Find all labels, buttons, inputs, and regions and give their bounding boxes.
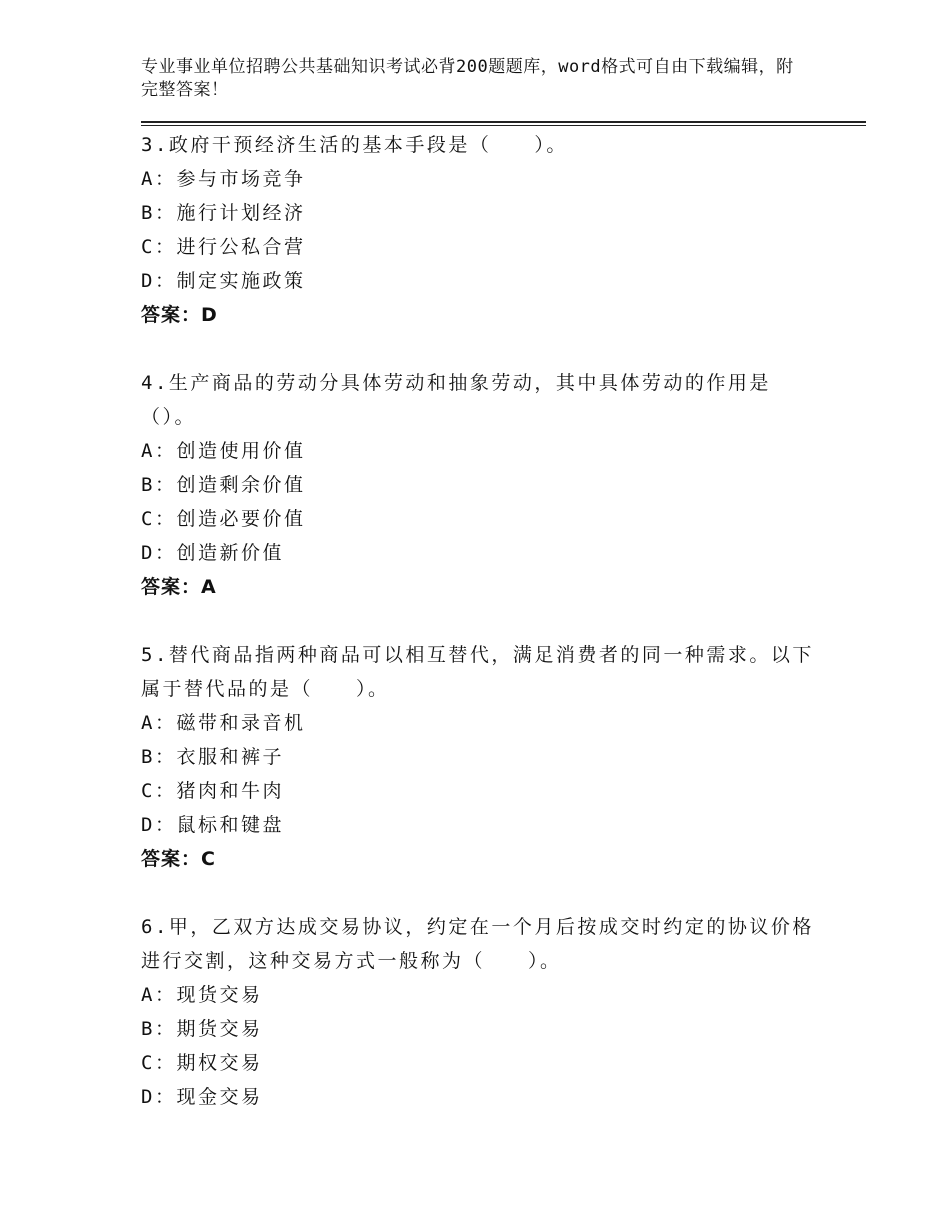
option-d: D：鼠标和键盘 <box>141 814 284 836</box>
option-b: B：期货交易 <box>141 1018 263 1040</box>
question-3 <box>141 128 821 332</box>
option-d: D：制定实施政策 <box>141 270 306 292</box>
question-text: 5.替代商品指两种商品可以相互替代，满足消费者的同一种需求。以下属于替代品的是（ ）。 <box>141 644 814 700</box>
question-4 <box>141 366 821 604</box>
option-c: C：期权交易 <box>141 1052 263 1074</box>
answer-label: 答案：C <box>141 848 216 870</box>
option-a: A：现货交易 <box>141 984 263 1006</box>
answer-label: 答案：D <box>141 304 218 326</box>
option-b: B：衣服和裤子 <box>141 746 284 768</box>
option-c: C：进行公私合营 <box>141 236 306 258</box>
option-a: A：参与市场竞争 <box>141 168 306 190</box>
option-d: D：现金交易 <box>141 1086 263 1108</box>
question-list <box>141 128 821 1148</box>
question-text: 4.生产商品的劳动分具体劳动和抽象劳动，其中具体劳动的作用是（）。 <box>141 372 771 428</box>
question-6 <box>141 910 821 1114</box>
answer-label: 答案：A <box>141 576 217 598</box>
option-b: B：施行计划经济 <box>141 202 306 224</box>
option-d: D：创造新价值 <box>141 542 284 564</box>
option-a: A：磁带和录音机 <box>141 712 306 734</box>
document-header: 专业事业单位招聘公共基础知识考试必背200题题库，word格式可自由下载编辑，附完整答案！ <box>141 57 794 100</box>
header-rule-thick <box>141 121 866 123</box>
option-c: C：猪肉和牛肉 <box>141 780 284 802</box>
option-b: B：创造剩余价值 <box>141 474 306 496</box>
question-text: 6.甲，乙双方达成交易协议，约定在一个月后按成交时约定的协议价格进行交割，这种交易方式一般称为（ ）。 <box>141 916 814 972</box>
option-a: A：创造使用价值 <box>141 440 306 462</box>
option-c: C：创造必要价值 <box>141 508 306 530</box>
question-5 <box>141 638 821 876</box>
question-text: 3.政府干预经济生活的基本手段是（ ）。 <box>141 134 568 156</box>
header-rule-thin <box>141 125 866 126</box>
